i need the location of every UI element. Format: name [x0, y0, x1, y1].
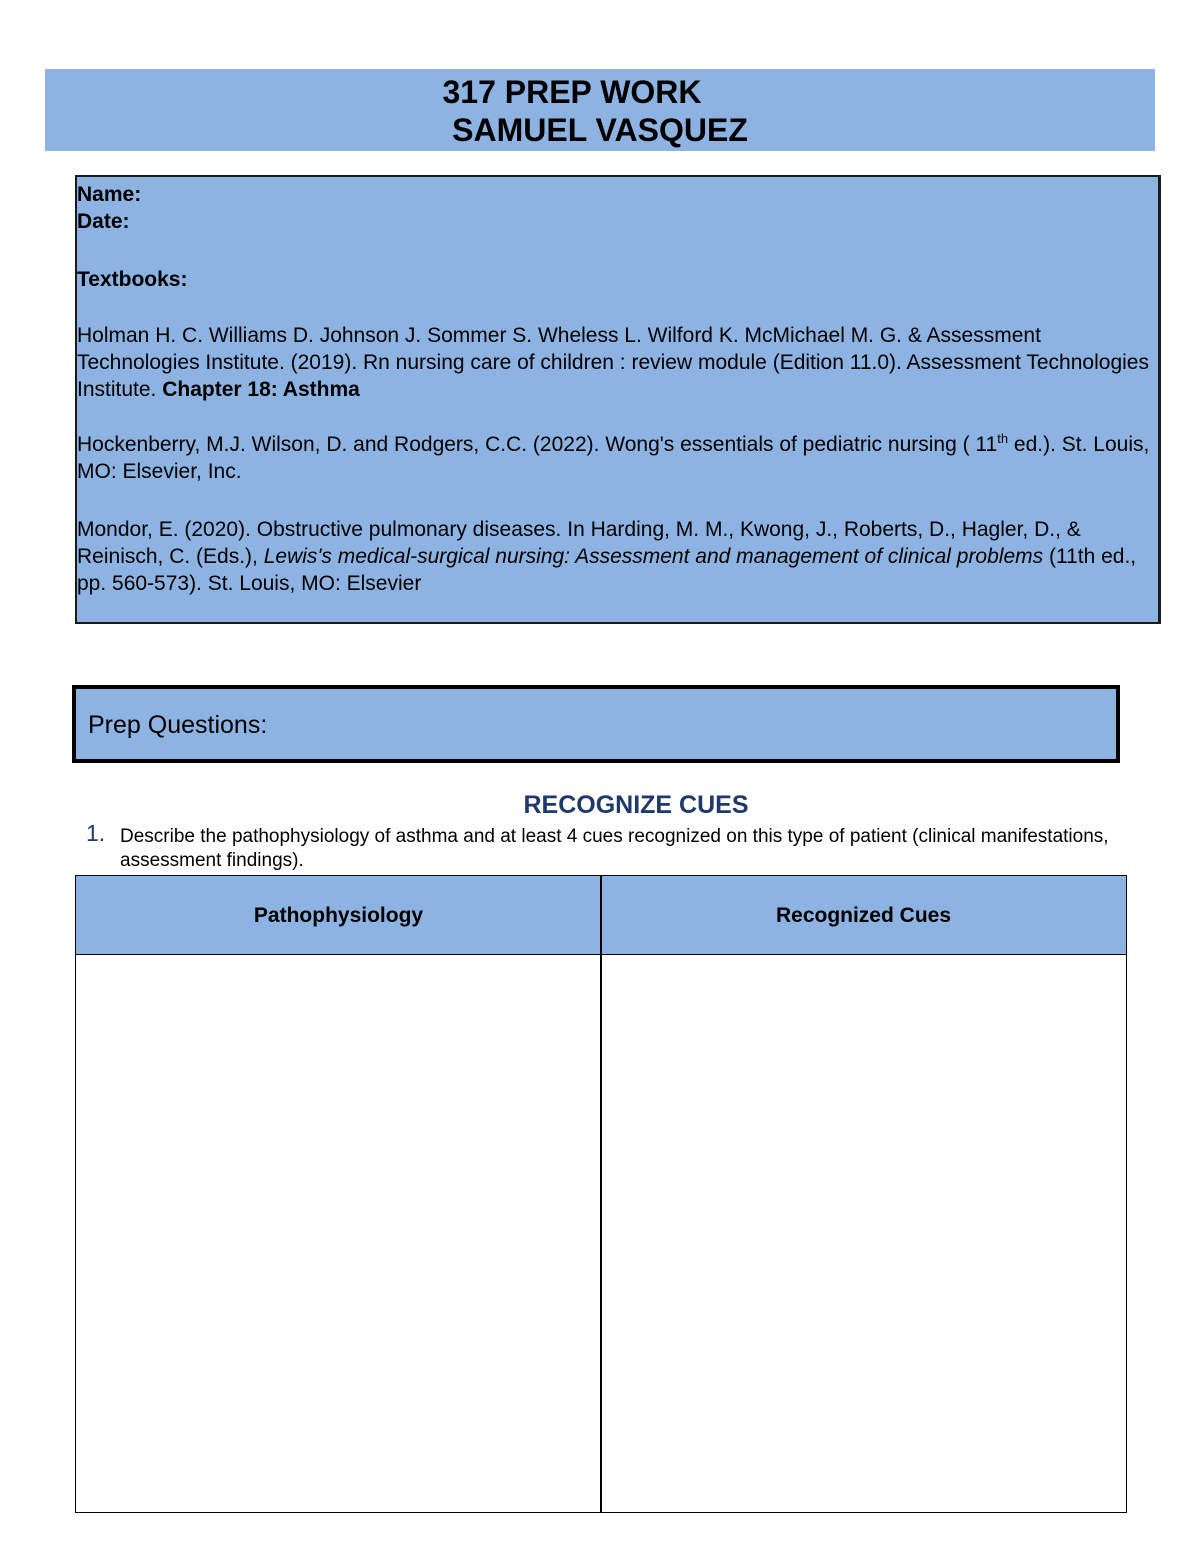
- cues-table: [75, 875, 1127, 1513]
- reference-1-text: Holman H. C. Williams D. Johnson J. Sommer S. Wheless L. Wilford K. McMichael M. G. & Assessment Technologies Institute. (2019). Rn nursing care of children : review module (Edition 11.0). Assessment Technologies Institute.: [77, 324, 1149, 401]
- student-name-title: SAMUEL VASQUEZ: [452, 112, 748, 148]
- column-header-pathophysiology: Pathophysiology: [253, 904, 424, 927]
- prep-questions-box: [72, 685, 1120, 763]
- question-text: Describe the pathophysiology of asthma and at least 4 cues recognized on this type of patient (clinical manifestations, assessment findings).: [120, 826, 1109, 871]
- reference-2-text-end: ed.). St. Louis, MO: Elsevier, Inc.: [77, 433, 1150, 483]
- question-number: 1.: [86, 820, 106, 846]
- reference-2-superscript: th: [997, 431, 1009, 446]
- section-heading: RECOGNIZE CUES: [523, 791, 749, 819]
- title-banner: [45, 69, 1155, 151]
- pathophysiology-answer-cell[interactable]: [76, 955, 600, 1512]
- prep-questions-label: Prep Questions:: [88, 711, 268, 739]
- name-label: Name:: [77, 183, 142, 206]
- reference-2-text: Hockenberry, M.J. Wilson, D. and Rodgers, C.C. (2022). Wong's essentials of pediatric nursing ( 11: [77, 433, 998, 456]
- column-header-recognized-cues: Recognized Cues: [775, 904, 952, 927]
- textbooks-label: Textbooks:: [77, 268, 188, 291]
- reference-2: [77, 431, 1161, 485]
- reference-3-text: Mondor, E. (2020). Obstructive pulmonary diseases. In Harding, M. M., Kwong, J., Roberts, D., Hagler, D., & Reinisch, C. (Eds.),: [77, 518, 1081, 568]
- document-title: 317 PREP WORK: [442, 74, 702, 110]
- reference-1-chapter: Chapter 18: Asthma: [162, 378, 360, 401]
- info-box: [75, 175, 1161, 624]
- reference-3-text-end: (11th ed., pp. 560-573). St. Louis, MO: Elsevier: [77, 545, 1137, 595]
- reference-3: [77, 516, 1161, 597]
- reference-3-book-title: Lewis's medical-surgical nursing: Assessment and management of clinical problems: [263, 545, 1044, 568]
- date-label: Date:: [77, 210, 130, 233]
- reference-1: [77, 322, 1161, 403]
- recognized-cues-answer-cell[interactable]: [602, 955, 1126, 1512]
